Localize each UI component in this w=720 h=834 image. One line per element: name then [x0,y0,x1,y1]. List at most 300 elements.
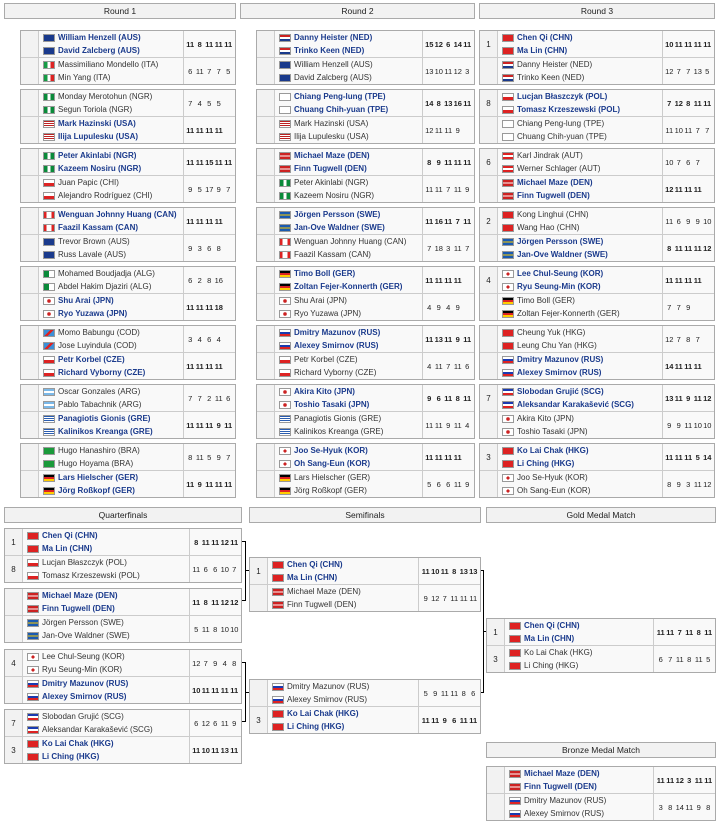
team-players [275,208,422,234]
game-score: 6 [207,243,212,253]
game-score: 12 [703,243,712,253]
player-name[interactable]: Trevor Brown (AUS) [58,237,130,246]
team-entry [21,117,235,143]
player-name[interactable]: Min Yang (ITA) [58,73,111,82]
game-score: 9 [216,452,221,462]
ger-flag-icon [279,474,291,482]
team-entry [257,444,474,471]
player-name[interactable]: Trinko Keen (NED) [517,73,585,82]
player-name[interactable]: Wang Hao (CHN) [517,223,580,232]
ger-flag-icon [279,270,291,278]
game-score: 7 [705,125,710,135]
team-players [498,412,662,438]
cod-flag-icon [43,342,55,350]
player-name[interactable]: Lee Chul-Seung (KOR) [42,652,125,661]
player-name[interactable]: Dmitry Mazunov (RUS) [42,679,129,688]
player-name[interactable]: Kalinikos Kreanga (GRE) [294,427,384,436]
team-players [275,176,422,202]
seed-number [257,294,275,320]
team-players [39,444,183,470]
team-players [498,176,662,202]
player-name[interactable]: Alexey Smirnov (RUS) [517,368,602,377]
game-score: 11 [450,593,459,603]
player-name[interactable]: Tomasz Krzeszewski (POL) [517,105,620,114]
game-score: 11 [453,157,462,167]
hkg-flag-icon [502,329,514,337]
player-name[interactable]: Finn Tugwell (DEN) [294,164,367,173]
den-flag-icon [272,601,284,609]
player-name[interactable]: Chen Qi (CHN) [287,560,343,569]
game-score: 10 [220,564,229,574]
den-flag-icon [27,592,39,600]
game-score: 3 [686,479,691,489]
team-entry [21,385,235,412]
player-name[interactable]: Chen Qi (CHN) [517,33,573,42]
seed-number [257,90,275,116]
kor-flag-icon [502,270,514,278]
player-name[interactable]: Michael Maze (DEN) [287,587,361,596]
player-name[interactable]: David Zalcberg (AUS) [294,73,372,82]
player-name[interactable]: Dmitry Mazunov (RUS) [294,328,381,337]
team-entry [480,267,714,294]
player-name[interactable]: Abdel Hakim Djaziri (ALG) [58,282,152,291]
player-name[interactable]: Chiang Peng-lung (TPE) [294,92,386,101]
player-name[interactable]: Toshio Tasaki (JPN) [294,400,370,409]
game-score: 6 [465,361,470,371]
game-score: 12 [425,125,434,135]
game-score: 9 [213,658,218,668]
game-score: 9 [442,715,447,725]
player-name[interactable]: Li Ching (HKG) [524,661,579,670]
game-score: 4 [427,361,432,371]
player-name[interactable]: Jose Luyindula (COD) [58,341,137,350]
scores [662,235,715,261]
player-row [275,484,422,497]
player-name[interactable]: Ko Lai Chak (HKG) [287,709,359,718]
match-box [256,443,475,498]
game-score: 7 [216,66,221,76]
player-name[interactable]: Finn Tugwell (DEN) [42,604,115,613]
match-box [20,266,236,321]
game-score: 6 [658,654,663,664]
player-row [39,471,183,484]
player-name[interactable]: Dmitry Mazunov (RUS) [524,796,607,805]
player-name[interactable]: Lucjan Błaszczyk (POL) [42,558,127,567]
game-score: 9 [197,479,202,489]
player-row [505,619,653,632]
alg-flag-icon [43,283,55,291]
player-name[interactable]: Finn Tugwell (DEN) [524,782,597,791]
game-score: 9 [216,420,221,430]
team-entry [21,412,235,438]
player-name[interactable]: Mohamed Boudjadja (ALG) [58,269,155,278]
player-name[interactable]: Karl Jindrak (AUT) [517,151,583,160]
game-score: 7 [455,216,460,226]
match-box [256,266,475,321]
gre-flag-icon [43,428,55,436]
player-name[interactable]: Ma Lin (CHN) [524,634,575,643]
game-score: 9 [436,157,441,167]
player-name[interactable]: Peter Akinlabi (NGR) [58,151,137,160]
player-name[interactable]: Wenguan Johnny Huang (CAN) [294,237,407,246]
player-name[interactable]: Lars Hielscher (GER) [58,473,139,482]
game-score: 9 [232,718,237,728]
player-name[interactable]: Trinko Keen (NED) [294,46,365,55]
player-name[interactable]: Jan-Ove Waldner (SWE) [517,250,608,259]
game-score: 11 [444,452,453,462]
kor-flag-icon [27,666,39,674]
player-name[interactable]: Alexey Smirnov (RUS) [294,341,379,350]
tpe-flag-icon [502,133,514,141]
player-name[interactable]: Faazil Kassam (CAN) [294,250,371,259]
player-name[interactable]: Timo Boll (GER) [517,296,575,305]
player-name[interactable]: Akira Kito (JPN) [517,414,574,423]
team-players [39,267,183,293]
match-box [486,766,716,821]
game-score: 11 [444,66,453,76]
scg-flag-icon [502,388,514,396]
player-row [39,31,183,44]
player-row [498,280,662,293]
player-name[interactable]: Jörg Roßkopf (GER) [58,486,135,495]
player-name[interactable]: William Henzell (AUS) [294,60,373,69]
player-row [23,529,189,542]
team-entry [257,208,474,235]
player-name[interactable]: Chen Qi (CHN) [42,531,98,540]
team-players [275,471,422,497]
scores [418,558,480,584]
game-score: 7 [677,627,682,637]
cod-flag-icon [43,329,55,337]
player-name[interactable]: Joo Se-Hyuk (KOR) [294,446,368,455]
player-name[interactable]: Jörgen Persson (SWE) [42,618,124,627]
team-players [23,616,189,642]
player-name[interactable]: Lucjan Błaszczyk (POL) [517,92,608,101]
player-name[interactable]: Mark Hazinski (USA) [58,119,136,128]
player-name[interactable]: Momo Babungu (COD) [58,328,140,337]
player-name[interactable]: Lars Hielscher (GER) [294,473,371,482]
player-name[interactable]: Chiang Peng-lung (TPE) [517,119,605,128]
game-score: 9 [433,688,438,698]
player-row [268,558,418,571]
bra-flag-icon [43,460,55,468]
player-name[interactable]: Kazeem Nosiru (NGR) [58,164,142,173]
game-score: 9 [686,393,691,403]
game-score: 11 [693,361,702,371]
player-name[interactable]: Finn Tugwell (DEN) [517,191,590,200]
player-row [275,326,422,339]
ned-flag-icon [279,47,291,55]
player-row [498,103,662,116]
player-name[interactable]: Leung Chu Yan (HKG) [517,341,597,350]
player-name[interactable]: Chuang Chih-yuan (TPE) [517,132,607,141]
player-name[interactable]: Akira Kito (JPN) [294,387,355,396]
game-score: 7 [207,66,212,76]
player-name[interactable]: Oh Sang-Eun (KOR) [517,486,591,495]
scores [662,90,715,116]
team-players [23,529,189,555]
player-name[interactable]: Dmitry Mazunov (RUS) [287,682,370,691]
game-score: 13 [425,66,434,76]
player-name[interactable]: David Zalcberg (AUS) [58,46,140,55]
player-row [268,720,418,733]
seed-number [21,294,39,320]
team-entry [480,176,714,202]
player-name[interactable]: Michael Maze (DEN) [524,769,600,778]
game-score: 12 [703,393,712,403]
game-score: 17 [205,184,214,194]
player-row [39,398,183,411]
player-row [268,585,418,598]
player-name[interactable]: Slobodan Grujić (SCG) [517,387,604,396]
team-players [268,680,418,706]
player-name[interactable]: Jan-Ove Waldner (SWE) [42,631,130,640]
team-entry [480,326,714,353]
player-name[interactable]: Danny Heister (NED) [294,33,373,42]
player-name[interactable]: Chuang Chih-yuan (TPE) [294,105,389,114]
game-score: 11 [186,479,195,489]
match-box [4,588,242,643]
game-score: 6 [471,688,476,698]
player-name[interactable]: Peter Akinlabi (NGR) [294,178,369,187]
player-name[interactable]: Lee Chul-Seung (KOR) [517,269,604,278]
seed-number [257,267,275,293]
player-name[interactable]: Ilija Lupulesku (USA) [58,132,139,141]
game-score: 12 [431,593,440,603]
player-name[interactable]: Tomasz Krzeszewski (POL) [42,571,140,580]
player-name[interactable]: Danny Heister (NED) [517,60,593,69]
player-name[interactable]: Kazeem Nosiru (NGR) [294,191,375,200]
player-name[interactable]: William Henzell (AUS) [58,33,141,42]
seed-number [480,412,498,438]
kor-flag-icon [502,474,514,482]
player-name[interactable]: Ko Lai Chak (HKG) [42,739,114,748]
game-score: 11 [211,745,220,755]
scores [662,353,715,379]
player-row [275,58,422,71]
chn-flag-icon [502,224,514,232]
player-row [275,149,422,162]
team-players [275,117,422,143]
player-name[interactable]: Richard Vyborny (CZE) [294,368,377,377]
game-score: 11 [211,537,220,547]
player-name[interactable]: Ma Lin (CHN) [517,46,568,55]
player-row [275,398,422,411]
game-score: 12 [220,597,229,607]
player-name[interactable]: Jörg Roßkopf (GER) [294,486,367,495]
tpe-flag-icon [502,120,514,128]
player-name[interactable]: Timo Boll (GER) [294,269,356,278]
match-box [479,89,715,144]
seed-number [257,412,275,438]
game-score: 13 [665,393,674,403]
player-name[interactable]: Werner Schlager (AUT) [517,164,601,173]
player-name[interactable]: Panagiotis Gionis (GRE) [294,414,382,423]
team-players [275,326,422,352]
player-name[interactable]: Oh Sang-Eun (KOR) [294,459,370,468]
team-entry [480,58,714,84]
player-name[interactable]: Panagiotis Gionis (GRE) [58,414,151,423]
player-name[interactable]: Ma Lin (CHN) [42,544,93,553]
match-box [479,443,715,498]
player-name[interactable]: Jörgen Persson (SWE) [517,237,604,246]
player-name[interactable]: Mark Hazinski (USA) [294,119,369,128]
game-score: 11 [186,39,195,49]
game-score: 6 [436,393,441,403]
player-name[interactable]: Zoltan Fejer-Konnerth (GER) [517,309,620,318]
hkg-flag-icon [502,447,514,455]
game-score: 10 [703,216,712,226]
player-name[interactable]: Ryo Yuzawa (JPN) [58,309,128,318]
player-name[interactable]: Ko Lai Chak (HKG) [517,446,589,455]
team-players [498,326,662,352]
player-row [23,677,189,690]
player-name[interactable]: Ryo Yuzawa (JPN) [294,309,361,318]
game-score: 11 [192,564,201,574]
player-row [498,353,662,366]
team-entry [21,58,235,84]
aus-flag-icon [279,61,291,69]
player-row [39,71,183,84]
player-name[interactable]: Pablo Tabachnik (ARG) [58,400,142,409]
player-row [268,571,418,584]
player-name[interactable]: Kalinikos Kreanga (GRE) [58,427,153,436]
game-score: 7 [676,302,681,312]
player-name[interactable]: Oscar Gonzales (ARG) [58,387,141,396]
player-name[interactable]: Faazil Kassam (CAN) [58,223,139,232]
game-score: 7 [442,593,447,603]
team-players [39,90,183,116]
player-name[interactable]: Shu Arai (JPN) [294,296,347,305]
chn-flag-icon [502,211,514,219]
player-name[interactable]: Michael Maze (DEN) [517,178,593,187]
game-score: 11 [463,334,472,344]
player-name[interactable]: Russ Lavale (AUS) [58,250,127,259]
rus-flag-icon [27,680,39,688]
player-name[interactable]: Ma Lin (CHN) [287,573,338,582]
chi-flag-icon [43,179,55,187]
game-score: 7 [226,184,231,194]
player-name[interactable]: Ko Lai Chak (HKG) [524,648,593,657]
game-score: 11 [205,39,214,49]
chn-flag-icon [27,532,39,540]
player-name[interactable]: Massimiliano Mondello (ITA) [58,60,159,69]
player-row [275,353,422,366]
player-name[interactable]: Ryu Seung-Min (KOR) [42,665,123,674]
player-name[interactable]: Petr Korbel (CZE) [58,355,125,364]
gold-medal-header: Gold Medal Match [486,507,716,523]
player-row [498,90,662,103]
rus-flag-icon [509,797,521,805]
player-name[interactable]: Finn Tugwell (DEN) [287,600,357,609]
game-score: 10 [192,685,201,695]
player-name[interactable]: Slobodan Grujić (SCG) [42,712,124,721]
player-name[interactable]: Jörgen Persson (SWE) [294,210,381,219]
player-name[interactable]: Alexey Smirnov (RUS) [524,809,605,818]
game-score: 12 [453,66,462,76]
player-name[interactable]: Juan Papic (CHI) [58,178,119,187]
player-name[interactable]: Alexey Smirnov (RUS) [287,695,368,704]
player-row [275,221,422,234]
player-name[interactable]: Wenguan Johnny Huang (CAN) [58,210,177,219]
scores [418,680,480,706]
player-name[interactable]: Ilija Lupulesku (USA) [294,132,369,141]
player-name[interactable]: Toshio Tasaki (JPN) [517,427,588,436]
team-entry [480,31,714,58]
player-row [275,471,422,484]
game-score: 7 [686,66,691,76]
game-score: 5 [207,452,212,462]
player-name[interactable]: Hugo Hoyama (BRA) [58,459,134,468]
cze-flag-icon [43,369,55,377]
game-score: 11 [703,98,712,108]
team-players [39,385,183,411]
player-name[interactable]: Monday Merotohun (NGR) [58,92,153,101]
player-name[interactable]: Li Ching (HKG) [517,459,575,468]
match-box [20,207,236,262]
player-name[interactable]: Segun Toriola (NGR) [58,105,133,114]
team-entry [21,176,235,202]
player-name[interactable]: Dmitry Mazunov (RUS) [517,355,604,364]
team-entry [487,794,715,820]
player-name[interactable]: Petr Korbel (CZE) [294,355,358,364]
player-name[interactable]: Alejandro Rodríguez (CHI) [58,191,153,200]
player-row [39,44,183,57]
game-score: 11 [186,157,195,167]
player-name[interactable]: Aleksandar Karakašević (SCG) [517,400,634,409]
player-name[interactable]: Li Ching (HKG) [287,722,345,731]
team-entry [5,529,241,556]
game-score: 4 [197,98,202,108]
game-score: 12 [192,658,201,668]
player-name[interactable]: Aleksandar Karakašević (SCG) [42,725,153,734]
game-score: 9 [676,479,681,489]
player-name[interactable]: Kong Linghui (CHN) [517,210,589,219]
player-name[interactable]: Richard Vyborny (CZE) [58,368,146,377]
player-name[interactable]: Cheung Yuk (HKG) [517,328,586,337]
player-name[interactable]: Alexey Smirnov (RUS) [42,692,127,701]
game-score: 10 [703,420,712,430]
player-name[interactable]: Joo Se-Hyuk (KOR) [517,473,588,482]
scores [653,794,715,820]
game-score: 18 [434,243,443,253]
player-name[interactable]: Ryu Seung-Min (KOR) [517,282,601,291]
team-entry [257,471,474,497]
player-name[interactable]: Shu Arai (JPN) [58,296,114,305]
game-score: 9 [427,393,432,403]
seed-number [480,58,498,84]
game-score: 7 [465,243,470,253]
player-name[interactable]: Zoltan Fejer-Konnerth (GER) [294,282,403,291]
game-score: 11 [463,216,472,226]
player-name[interactable]: Hugo Hanashiro (BRA) [58,446,140,455]
player-name[interactable]: Li Ching (HKG) [42,752,100,761]
player-name[interactable]: Chen Qi (CHN) [524,621,580,630]
team-players [39,176,183,202]
game-score: 13 [469,566,478,576]
seed-number [257,235,275,261]
player-name[interactable]: Michael Maze (DEN) [294,151,370,160]
team-entry [480,471,714,497]
game-score: 11 [195,452,204,462]
player-name[interactable]: Jan-Ove Waldner (SWE) [294,223,385,232]
player-name[interactable]: Michael Maze (DEN) [42,591,118,600]
game-score: 9 [455,302,460,312]
seed-number [21,176,39,202]
game-score: 11 [444,157,453,167]
seed-number [21,385,39,411]
player-row [498,44,662,57]
